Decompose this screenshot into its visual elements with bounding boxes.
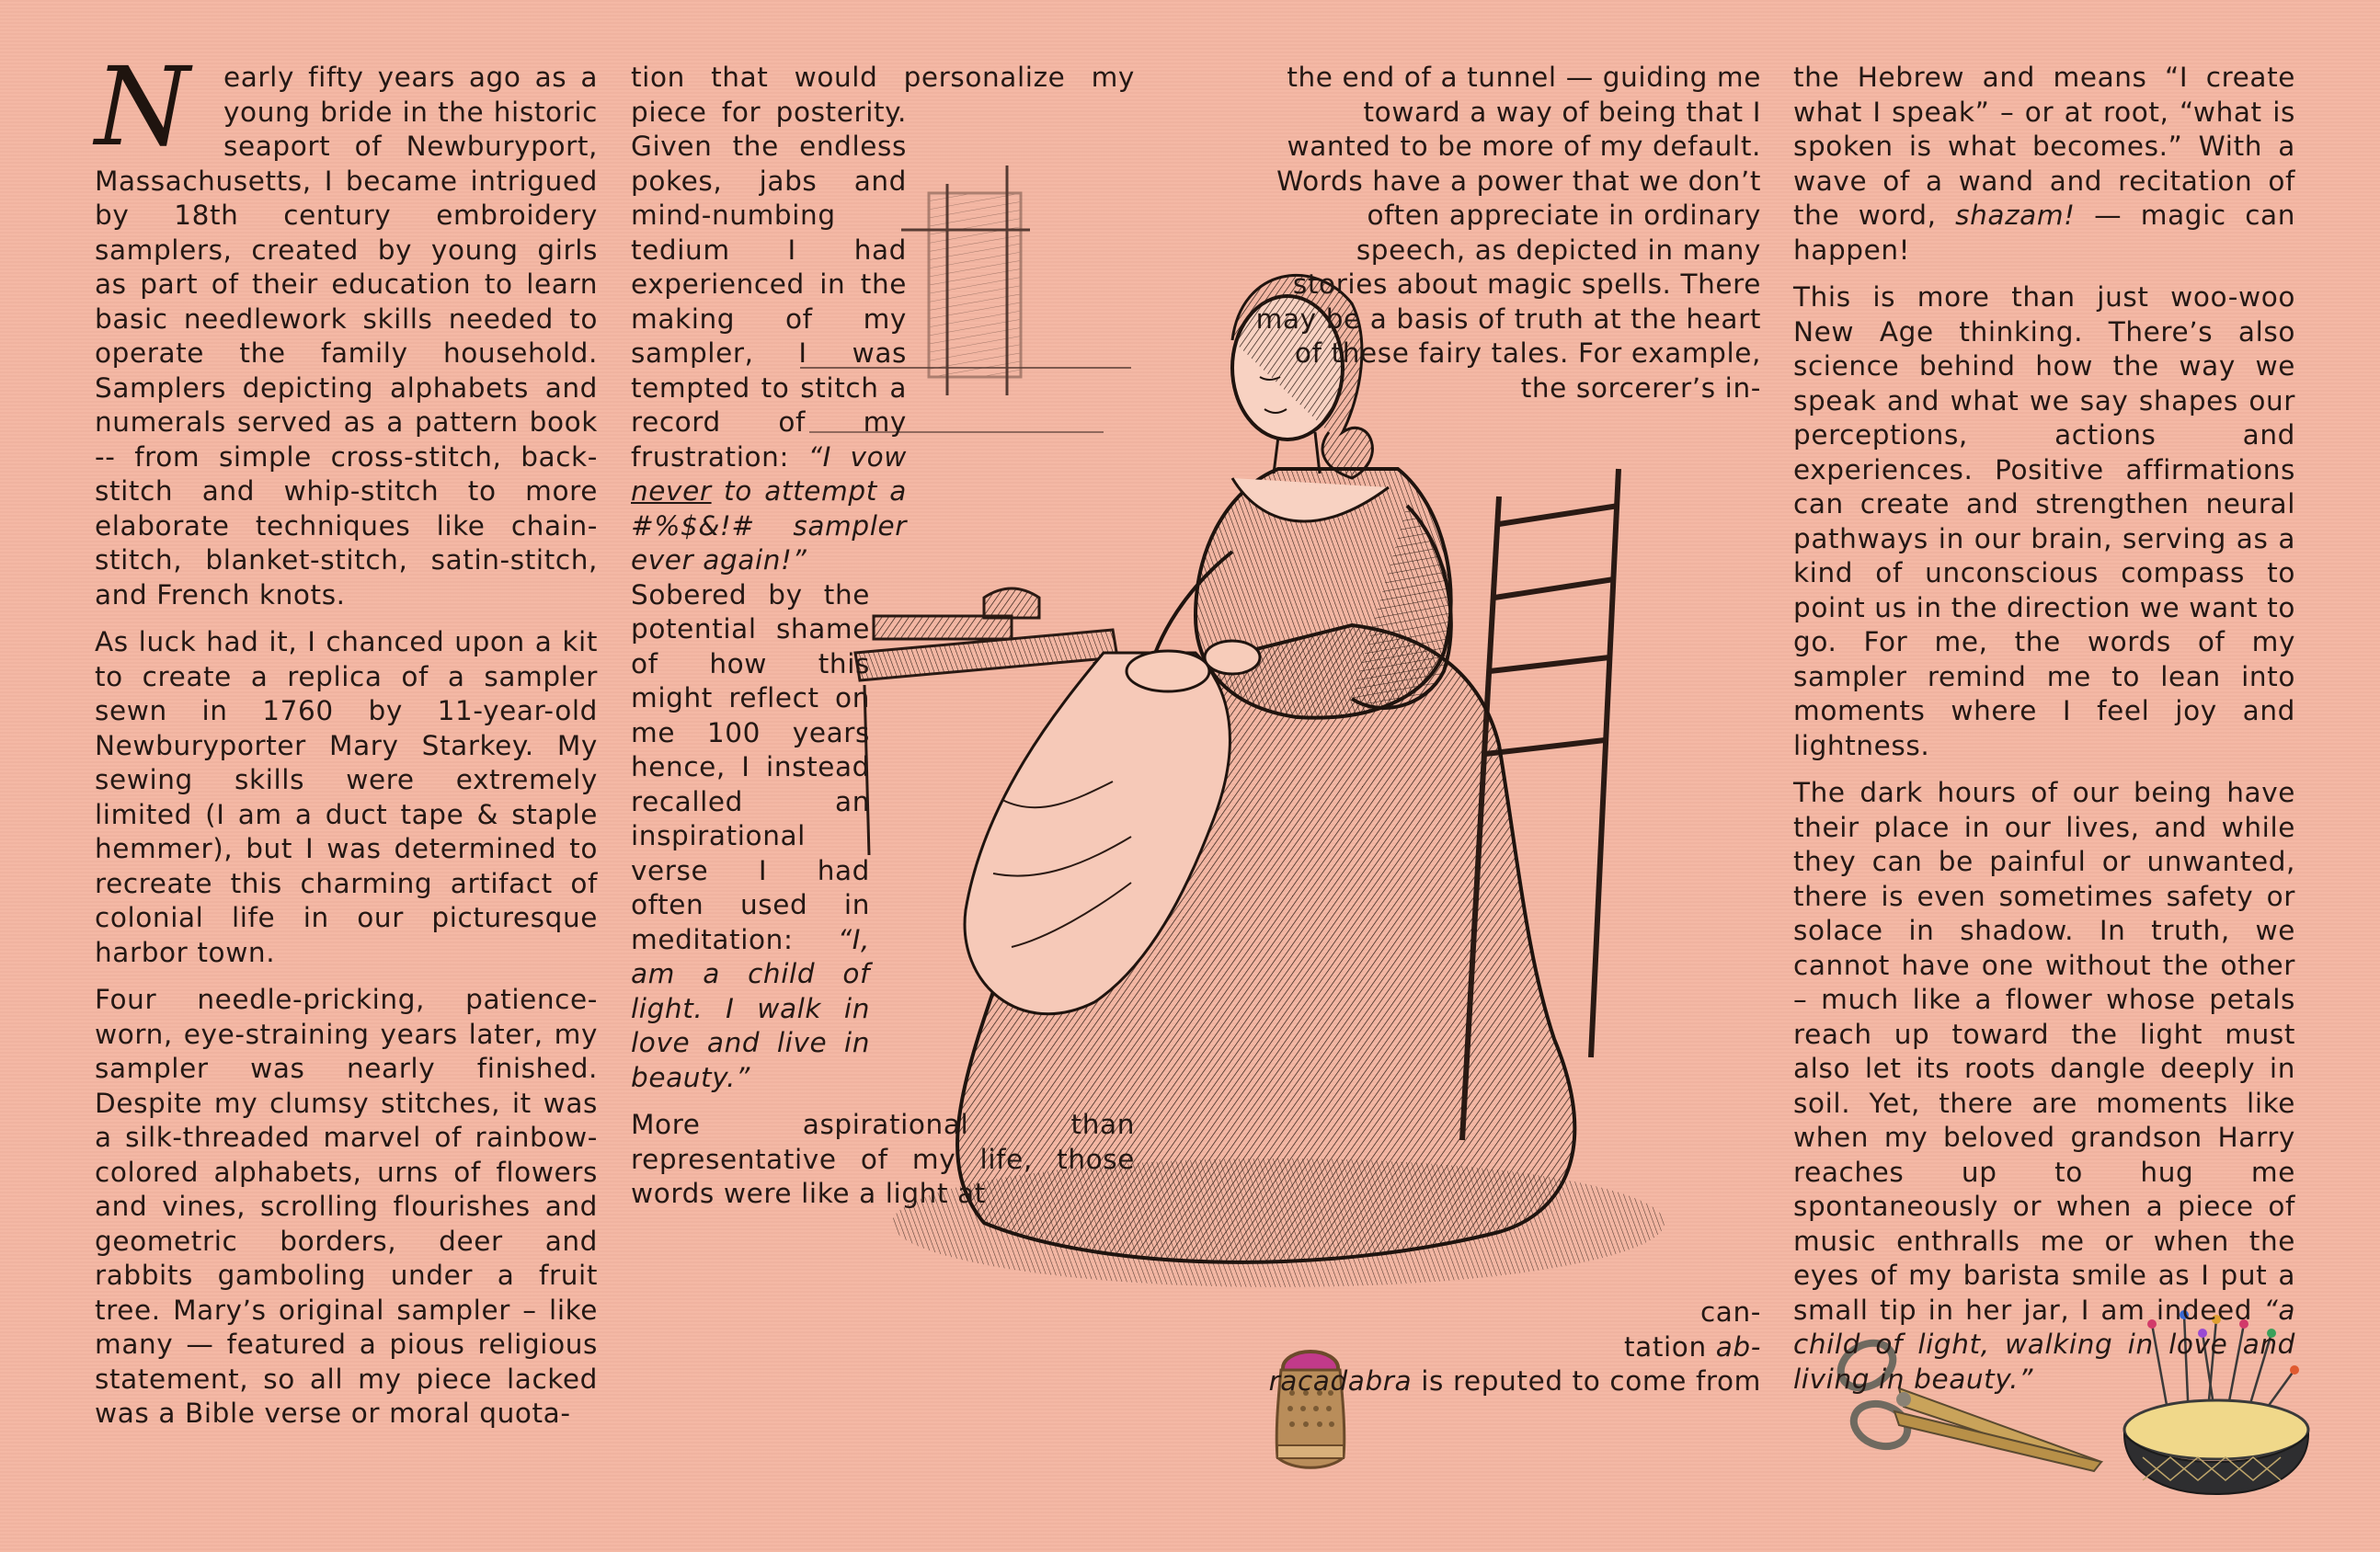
article-column-4 xyxy=(1793,61,2295,1409)
col3-bottom-line-3-text: is reputed to come from xyxy=(1421,1365,1761,1397)
col4-closing-quote: “a child of light, walking in love and living in beauty.” xyxy=(1793,1294,2295,1395)
col3-abracadabra-b: racadabra xyxy=(1268,1365,1413,1397)
col3-bottom-line-1: can- xyxy=(1699,1296,1761,1328)
col3-abracadabra-a: ab- xyxy=(1715,1330,1761,1363)
col4-paragraph-2: This is more than just woo-woo New Age thinking. There’s also science behind how the way we speak and what we say shapes our perceptions, actions and experiences. Positive affirmations can create and strengthen neural pathways in our brain, serving as a kind of unconscious compass to point us in the direction we want to go. For me, the words of my sampler remind me to lean into moments where I feel joy and lightness. xyxy=(1793,281,2295,761)
col2-wrap-text xyxy=(631,96,907,578)
col2-line-1: tion that would personalize my xyxy=(631,62,1135,93)
col2-quote-2: “I, am a child of light. I walk in love and live in beauty.” xyxy=(631,923,870,1093)
col2-quote-a: “I vow xyxy=(807,440,907,473)
col3-bottom-line-2 xyxy=(1255,1330,1761,1365)
col4-shazam: shazam! xyxy=(1955,200,2076,231)
paragraph-1-text: early fifty years ago as a young bride in the historic seaport of Newburyport, Massachusetts, I became intrigued by 18th century embroidery samplers, created by young girls as part of their education to learn basic needlework skills needed to operate the family household. Samplers depicting alphabets and numerals served as a pattern book -- from simple cross-stitch, back-stitch and whip-stitch to more elaborate techniques like chain-stitch, blanket-stitch, satin-stitch, and French knots. xyxy=(95,62,598,611)
col4-p1-text-a: the Hebrew and means “I create what I speak” – or at root, “what is spoken is what becomes.” With a wave of a wand and recitation of the word, xyxy=(1793,62,2295,231)
article-column-1 xyxy=(95,43,598,1444)
col2-text-b: Sobered by the potential shame of how this might reflect on me 100 years hence, I instead recalled an inspirational verse I had often used in meditation: xyxy=(631,578,870,955)
paragraph-3: Four needle-pricking, patience-worn, eye-straining years later, my sampler was nearly finished. Despite my clumsy stitches, it was a silk-threaded marvel of rainbow-colored alphabets, urns of flowers and vines, scrolling flourishes and geometric borders, deer and rabbits gamboling under a fruit tree. Mary’s original sampler – like many — featured a pious religious statement, so all my piece lacked was a Bible verse or moral quota- xyxy=(95,984,598,1429)
article-column-2 xyxy=(631,61,1135,1212)
col3-text-a: the end of a tunnel — guiding me toward a way of being that I wanted to be more of my default. Words have a power that we don’t often appreciate in ordinary speech, as depicted in many stories about magic spells. There may be a basis of truth at the heart of these fairy tales. For example, the sorcerer’s in- xyxy=(1255,62,1761,404)
drop-cap: N xyxy=(95,43,190,170)
col2-wrap-text-2 xyxy=(631,578,870,1096)
col4-p1-text-b: — magic can happen! xyxy=(1793,200,2295,266)
article-column-3 xyxy=(1255,61,1761,1397)
col3-bottom-line-2-text: tation xyxy=(1624,1330,1707,1363)
col2-text-c: More aspirational than representative of my life, those words were like a light at xyxy=(631,1109,1135,1209)
col4-p3-text: The dark hours of our being have their place in our lives, and while they can be painful or unwanted, there is even sometimes safety or solace in shadow. In truth, we cannot have one without the other – much like a flower whose petals reach up toward the light must also let its roots dangle deeply in soil. Yet, there are moments like when my beloved grandson Harry reaches up to hug me spontaneously or when a piece of music enthralls me or when the eyes of my barista smile as I put a small tip in her jar, I am indeed xyxy=(1793,777,2295,1326)
col4-paragraph-1 xyxy=(1793,61,2295,268)
col2-quote-b: to attempt a #%$&!# sampler ever again!” xyxy=(631,475,907,576)
col3-bottom xyxy=(1255,1295,1761,1399)
col4-paragraph-3 xyxy=(1793,776,2295,1397)
col2-text-a: piece for posterity. Given the endless pokes, jabs and mind-numbing tedium I had experienced in the making of my sampler, I was tempted to stitch a record of my frustration: xyxy=(631,96,907,473)
paragraph-1 xyxy=(95,43,598,612)
col2-quote-never: never xyxy=(631,475,712,507)
col3-bottom-line-3 xyxy=(1255,1364,1761,1399)
paragraph-2: As luck had it, I chanced upon a kit to create a replica of a sampler sewn in 1760 by 11-year-old Newburyporter Mary Starkey. My sewing skills were extremely limited (I am a duct tape & staple hemmer), but I was determined to recreate this charming artifact of colonial life in our picturesque harbor town. xyxy=(95,626,598,968)
